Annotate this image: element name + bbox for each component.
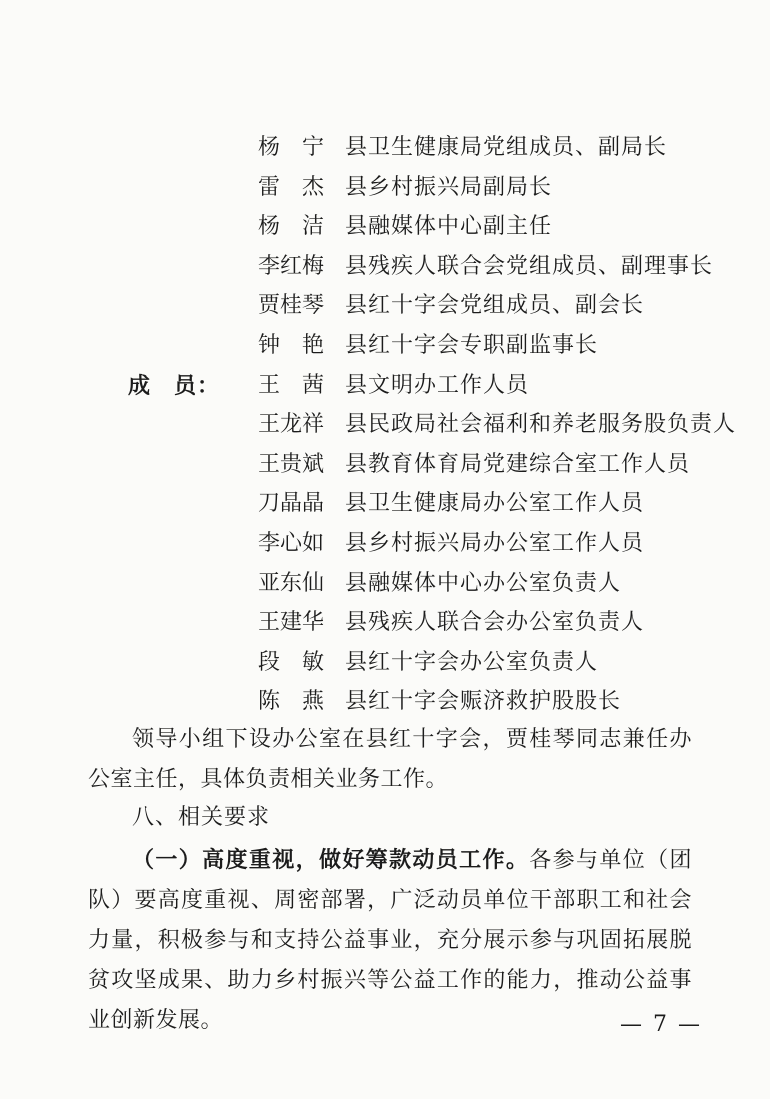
office-paragraph: 领导小组下设办公室在县红十字会，贾桂琴同志兼任办公室主任，具体负责相关业务工作。 bbox=[88, 727, 692, 792]
member-title: 县卫生健康局办公室工作人员 bbox=[345, 491, 645, 517]
member-name: 杨 宁 bbox=[258, 135, 325, 160]
member-name: 杨 洁 bbox=[258, 214, 325, 240]
member-title: 县融媒体中心办公室负责人 bbox=[345, 570, 622, 596]
member-title: 县文明办工作人员 bbox=[345, 372, 530, 398]
member-title: 县乡村振兴局办公室工作人员 bbox=[345, 531, 645, 556]
member-name: 王贵斌 bbox=[258, 451, 325, 477]
member-title: 县红十字会党组成员、副会长 bbox=[345, 293, 645, 319]
member-title: 县红十字会赈济救护股股长 bbox=[345, 689, 622, 715]
member-name: 钟 艳 bbox=[258, 333, 325, 358]
requirement-text: 各参与单位（团队）要高度重视、周密部署，广泛动员单位干部职工和社会力量，积极参与和支持公益事业，充分展示参与巩固拓展脱贫攻坚成果、助力乡村振兴等公益工作的能力，推动公益事业创新发展。 bbox=[88, 848, 692, 1033]
member-title: 县红十字会办公室负责人 bbox=[345, 649, 599, 675]
member-role: 成 员： bbox=[128, 372, 221, 399]
member-title: 县融媒体中心副主任 bbox=[345, 214, 553, 240]
member-name: 亚东仙 bbox=[258, 570, 325, 596]
member-title: 县残疾人联合会办公室负责人 bbox=[345, 610, 645, 636]
member-title: 县残疾人联合会党组成员、副理事长 bbox=[345, 253, 714, 279]
requirement-lead: （一）高度重视，做好筹款动员工作。 bbox=[132, 847, 530, 873]
member-title: 县卫生健康局党组成员、副局长 bbox=[345, 135, 668, 160]
member-name: 王 茜 bbox=[258, 372, 325, 398]
member-name: 陈 燕 bbox=[258, 689, 325, 715]
member-name: 王建华 bbox=[258, 610, 325, 636]
member-name: 李心如 bbox=[258, 531, 325, 556]
page-number: — 7 — bbox=[620, 1012, 702, 1037]
member-name: 贾桂琴 bbox=[258, 293, 325, 319]
member-title: 县乡村振兴局副局长 bbox=[345, 174, 553, 200]
member-name: 段 敏 bbox=[258, 649, 325, 675]
member-title: 县民政局社会福利和养老服务股负责人 bbox=[345, 412, 737, 438]
member-name: 雷 杰 bbox=[258, 174, 325, 200]
member-name: 王龙祥 bbox=[258, 412, 325, 438]
member-name: 李红梅 bbox=[258, 253, 325, 279]
member-title: 县教育体育局党建综合室工作人员 bbox=[345, 451, 691, 477]
member-name: 刀晶晶 bbox=[258, 491, 325, 517]
member-title: 县红十字会专职副监事长 bbox=[345, 333, 599, 358]
section-heading: 八、相关要求 bbox=[132, 805, 271, 830]
requirement-paragraph bbox=[88, 840, 692, 1041]
